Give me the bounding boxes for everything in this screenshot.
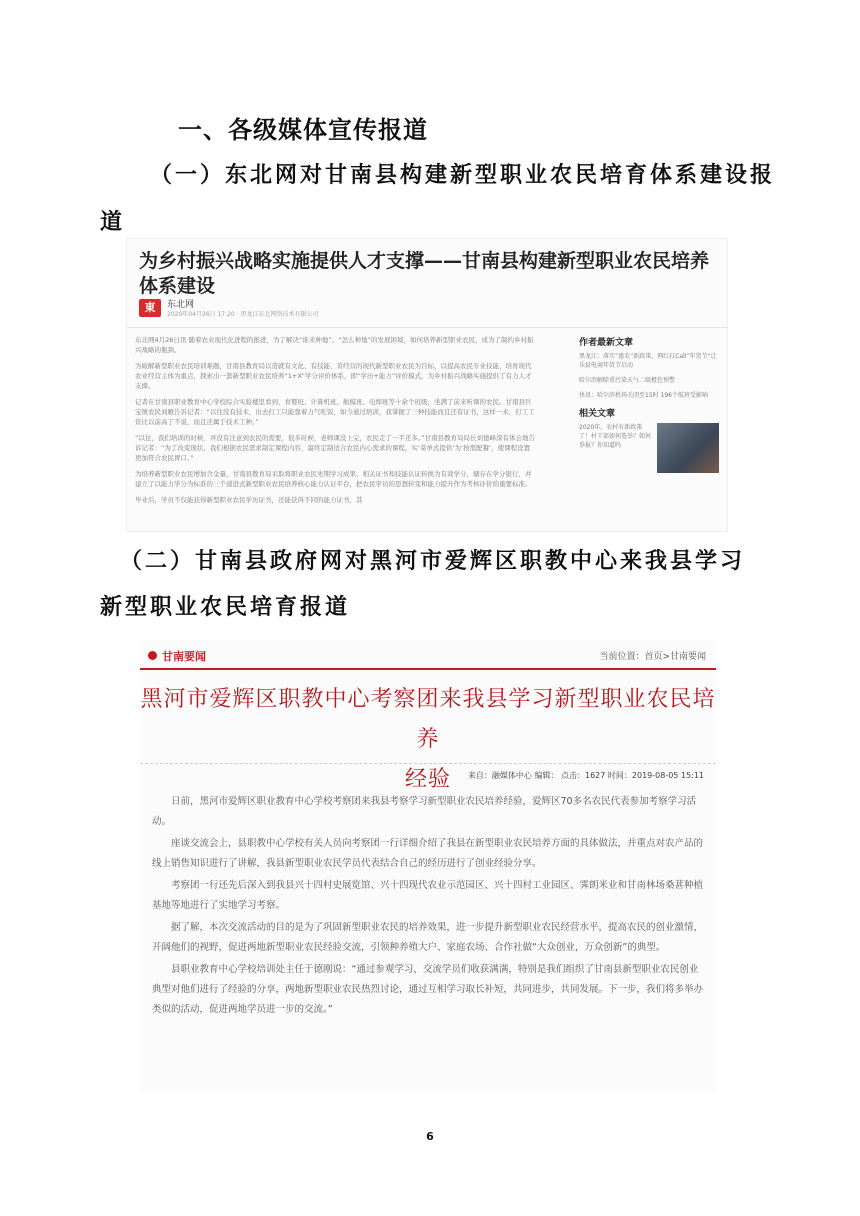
- subheading-1-line2: 道: [100, 209, 126, 235]
- article-body: [152, 792, 704, 1022]
- related-article-thumbnail[interactable]: [657, 423, 719, 473]
- section-heading: 一、各级媒体宣传报道: [178, 116, 428, 144]
- article-source: 东北网: [167, 300, 195, 310]
- article-paragraph: 东北网4月26日讯 随着农业现代化进程的推进，为了解决“谁来种地”、“怎么种地”的发展困境，如何培养新型职业农民，成为了制约乡村振兴战略的瓶颈。: [135, 336, 534, 354]
- subheading-2-line1: （二）甘南县政府网对黑河市爱辉区职教中心来我县学习: [120, 548, 746, 574]
- news-screenshot-northeast-net: [126, 238, 728, 532]
- article-paragraph: 为破解新型职业农民培训难题，甘南县教育局以造就有文化、有技能、善经营的现代新型职业农民为目标，以提高农民专业技能、培育现代农业经营主体为重点，探索出一套新型职业农民培养“1+X”学分评价体系，即“学历+能力”评价模式，为乡村振兴战略实施提供了有力人才支撑。: [135, 362, 532, 390]
- article-meta: 来自：融媒体中心 编辑： 点击：1627 时间：2019-08-05 15:11: [467, 771, 704, 780]
- article-title: 为乡村振兴战略实施提供人才支撑——甘南县构建新型职业农民培养体系建设: [139, 250, 710, 297]
- sidebar-heading-related: 相关文章: [579, 409, 616, 419]
- subheading-1-line1: （一）东北网对甘南县构建新型职业农民培育体系建设报: [150, 162, 776, 188]
- section-divider: [140, 668, 716, 670]
- article-paragraph: 考察团一行还先后深入到我县兴十四村史展览馆、兴十四现代农业示范园区、兴十四村工业园区、霁朗米业和甘南林场桑葚种植基地等地进行了实地学习考察。: [152, 880, 704, 911]
- breadcrumb[interactable]: 当前位置：首页>甘南要闻: [599, 652, 706, 662]
- section-label[interactable]: 甘南要闻: [162, 650, 206, 663]
- related-article[interactable]: [579, 423, 719, 473]
- page-number: 6: [426, 1130, 434, 1143]
- sidebar-heading-latest: 作者最新文章: [579, 338, 634, 348]
- section-bullet-icon: [148, 651, 157, 660]
- article-paragraph: 县职业教育中心学校培训处主任于德刚说：“通过参观学习，交流学员们收获满满，特别是我们组织了甘南县新型职业农民创业典型对他们进行了经验的分享，两地新型职业农民热烈讨论，通过互相学习取长补短，共同进步，共同发展。下一步，我们将多举办类似的活动，促进两地学员进一步的交流。”: [152, 964, 704, 1015]
- article-paragraph: 毕业后，学员不仅能获得新型职业农民学历证书，还能获得不同的能力证书，其: [135, 496, 363, 504]
- sidebar-link[interactable]: 黑龙江：落实“惠农”新政策，网红打Call“年货节”让乐县电商年货节启动: [579, 353, 717, 369]
- source-logo-icon: 東: [139, 299, 161, 317]
- article-paragraph: “以往，我们培训的时候，并没有注意到农民的需要，很多时候，老师课没上完，农民走了一半还多。”甘南县教育局局长刘德峰深有体会地告诉记者：“为了改变现状，我们根据农民需求制定课程内容，最终定制适合农民内心需求的课程，实‘菜单式提供’为‘按需配餐’，使课程设置更加符合农民胃口。”: [135, 434, 535, 462]
- article-title-line2: 经验: [404, 767, 451, 792]
- article-paragraph: 据了解，本次交流活动的目的是为了巩固新型职业农民的培养效果，进一步提升新型职业农民经营水平，提高农民的创业激情，开阔他们的视野，促进两地新型职业农民经验交流，引领种养殖大户、家庭农场、合作社做“大众创业，万众创新”的典型。: [152, 922, 704, 953]
- article-title-line1: 黑河市爱辉区职教中心考察团来我县学习新型职业农民培养: [140, 687, 716, 752]
- dashed-divider: [140, 763, 716, 764]
- sidebar: [579, 335, 719, 473]
- article-title: [140, 680, 716, 800]
- article-paragraph: 座谈交流会上，县职教中心学校有关人员向考察团一行详细介绍了我县在新型职业农民培养方面的具体做法，并重点对农产品的线上销售知识进行了讲解，我县新型职业农民学员代表结合自己的经历进行了创业经验分享。: [152, 838, 704, 869]
- sidebar-link[interactable]: 快讯：哈尔滨机场关闭至15时 196个航班受影响: [579, 392, 708, 399]
- article-body: [135, 335, 535, 511]
- section-bar: [140, 646, 716, 666]
- subheading-2-line2: 新型职业农民培育报道: [100, 594, 351, 620]
- article-paragraph: 为培养新型职业农民增加含金量，甘南县教育局采取将职业农民先期学习成果、相关证书和技能认证转换为有效学分，储存在学分银行，并建立了以能力学分为标准的三个递进式新型职业农民培养核心能力认证平台，把农民学员的思想转变和能力提升作为考核评价的重要标准。: [135, 470, 532, 488]
- news-screenshot-gannan-gov: [140, 640, 716, 1092]
- article-paragraph: 日前，黑河市爱辉区职业教育中心学校考察团来我县考察学习新型职业农民培养经验，爱辉区70多名农民代表参加考察学习活动。: [152, 796, 697, 827]
- related-article-title[interactable]: 2020年，农村有新政策了！村干部如何选举？如何举报？你知道吗: [579, 424, 652, 449]
- sidebar-link[interactable]: 哈尔滨解除重污染天气二级橙色预警: [579, 377, 676, 384]
- article-paragraph: 记者在甘南县职业教育中心学校综合实验楼里看到，育婴班、计算机班、航模班、电焊班等十余个班级，坐满了前来听课的农民。甘南县巨宝镇农民刘雁告诉记者：“以往没有技术，出去打工只能靠着力气吃饭，如今通过培训，我掌握了三种技能而且还有证书，这样一来，打工工资比以前高了不说，而且还属于技术工种。”: [135, 398, 535, 426]
- article-meta: 2020年04月26日 17:20 · 黑龙江东北网络技术有限公司: [167, 311, 319, 318]
- divider: [127, 327, 727, 328]
